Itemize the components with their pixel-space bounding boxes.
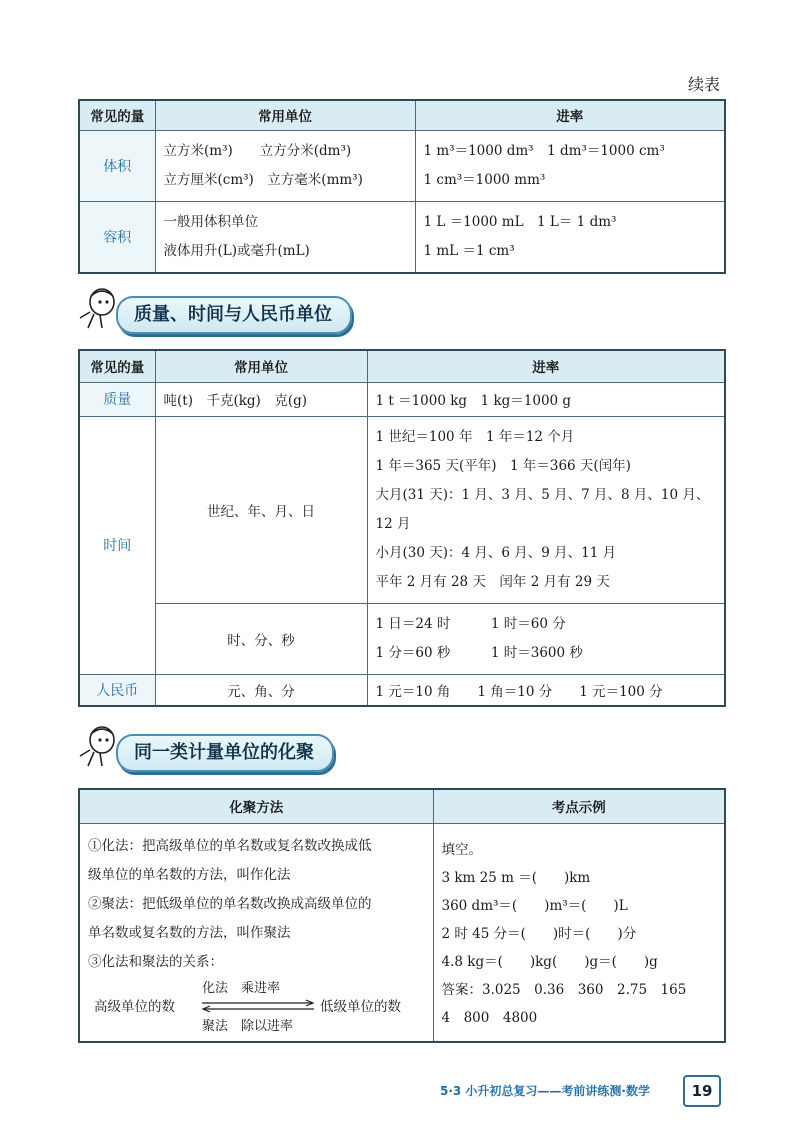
example-cell: 填空。 3 km 25 m ＝( )km 360 dm³＝( )m³＝( )L 2 时 45 分＝( )时＝( )分 4.8 kg＝( )kg( )g＝( )g 答案：3.025 0.36 360 2.75 165 4 800 4800 [433,823,725,1042]
header-method: 化聚方法 [79,789,433,823]
time-rates-calendar: 1 世纪＝100 年 1 年＝12 个月 1 年＝365 天(平年) 1 年＝366 天(闰年) 大月(31 天)：1 月、3 月、5 月、7 月、8 月、10 月、 12 月 小月(30 天)：4 月、6 月、9 月、11 月 平年 2 月有 28 天 闰年 2 月有 29 天 [367,416,725,603]
quantity-money: 人民币 [79,674,155,706]
quantity-capacity: 容积 [79,201,155,273]
continued-label: 续表 [687,75,720,94]
diagram-top: 化法 乘进率 [202,980,281,996]
mass-time-money-table [78,349,726,707]
method-cell: ①化法：把高级单位的单名数或复名数改换成低 级单位的单名数的方法，叫作化法 ②聚法：把低级单位的单名数改换成高级单位的 单名数或复名数的方法，叫作聚法 ③化法和聚法的关系： 高级单位的数 化法 乘进率 低级单位的数 聚法 除以进率 [79,823,433,1042]
double-arrow-icon [200,999,316,1013]
conversion-table [78,788,726,1043]
diagram-left: 高级单位的数 [94,998,175,1015]
time-units-calendar: 世纪、年、月、日 [155,416,367,603]
quantity-volume: 体积 [79,130,155,201]
section-title-unit-conversion: 同一类计量单位的化聚 [116,734,334,772]
time-units-clock: 时、分、秒 [155,603,367,674]
header-units: 常用单位 [155,350,367,382]
header-example: 考点示例 [433,789,725,823]
mass-rate: 1 t ＝1000 kg 1 kg＝1000 g [367,382,725,416]
mascot-icon [76,286,122,332]
header-quantity: 常见的量 [79,350,155,382]
mass-units: 吨(t) 千克(kg) 克(g) [155,382,367,416]
header-rate: 进率 [415,100,725,130]
header-quantity: 常见的量 [79,100,155,130]
money-units: 元、角、分 [155,674,367,706]
volume-rates: 1 m³＝1000 dm³ 1 dm³＝1000 cm³ 1 cm³＝1000 mm³ [415,130,725,201]
footer-book-title: 5·3 小升初总复习——考前讲练测·数学 [440,1084,650,1098]
header-units: 常用单位 [155,100,415,130]
conversion-diagram [88,977,425,1035]
diagram-right: 低级单位的数 [320,998,401,1015]
mascot-icon [76,724,122,770]
diagram-bottom: 聚法 除以进率 [202,1018,294,1034]
quantity-mass: 质量 [79,382,155,416]
time-rates-clock: 1 日＝24 时 1 时＝60 分 1 分＝60 秒 1 时＝3600 秒 [367,603,725,674]
volume-units: 立方米(m³) 立方分米(dm³) 立方厘米(cm³) 立方毫米(mm³) [155,130,415,201]
money-rate: 1 元＝10 角 1 角＝10 分 1 元＝100 分 [367,674,725,706]
capacity-rates: 1 L ＝1000 mL 1 L＝ 1 dm³ 1 mL ＝1 cm³ [415,201,725,273]
section-title-mass-time-money: 质量、时间与人民币单位 [116,296,352,334]
capacity-units: 一般用体积单位 液体用升(L)或毫升(mL) [155,201,415,273]
header-rate: 进率 [367,350,725,382]
volume-capacity-table [78,99,726,274]
page-number: 19 [683,1075,721,1107]
quantity-time: 时间 [79,416,155,674]
